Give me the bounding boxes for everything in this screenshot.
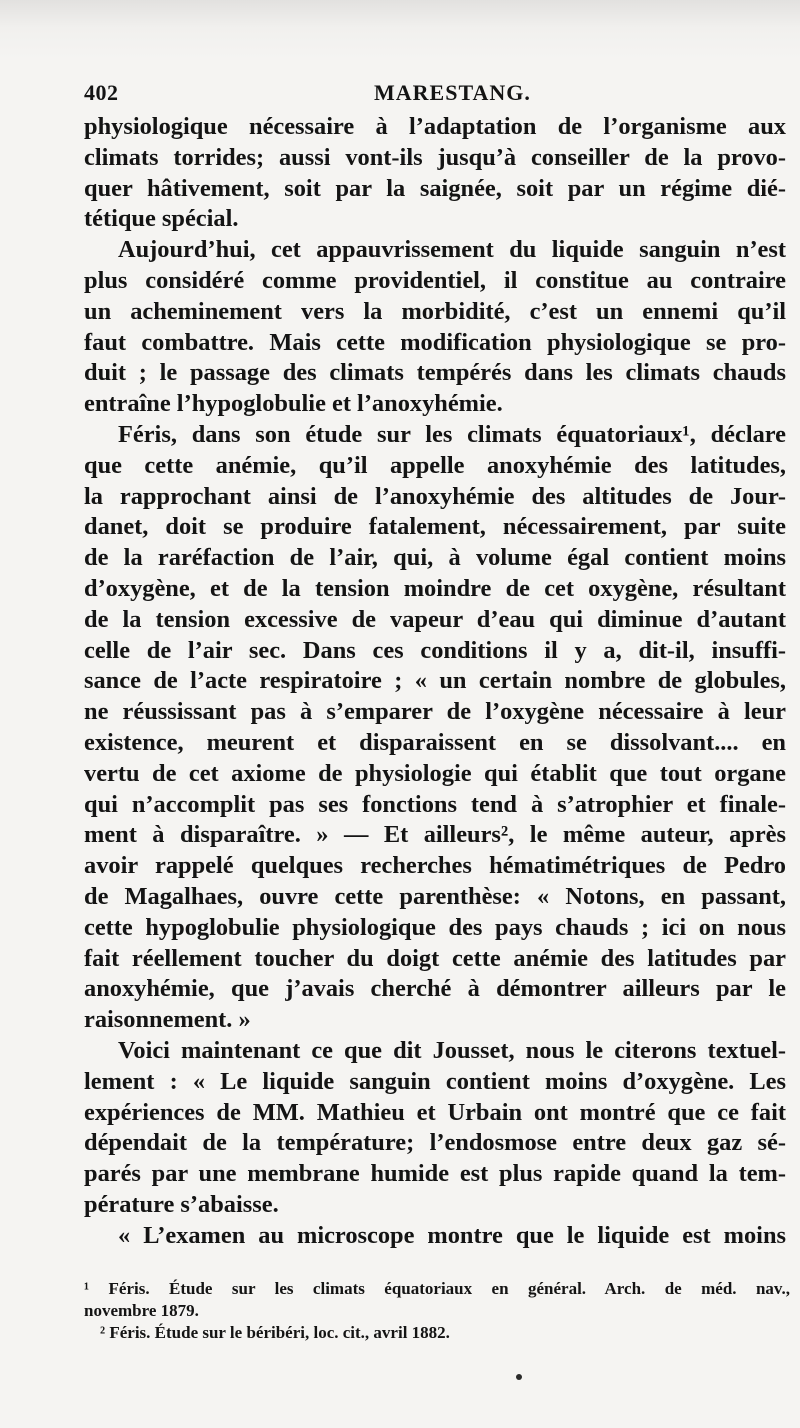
text-line: faut combattre. Mais cette modification physiologique se pro-: [84, 328, 786, 356]
text-line: Féris, dans son étude sur les climats équatoriaux¹, déclare: [118, 420, 786, 448]
text-line: cette hypoglobulie physiologique des pays chauds ; ici on nous: [84, 913, 786, 941]
text-line: physiologique nécessaire à l’adaptation de l’organisme aux: [84, 113, 786, 140]
text-line: tétique spécial.: [84, 205, 239, 233]
body-text: [84, 112, 786, 1251]
text-line: la rapprochant ainsi de l’anoxyhémie des altitudes de Jour-: [84, 482, 786, 510]
text-line: anoxyhémie, que j’avais cherché à démontrer ailleurs par le: [84, 975, 786, 1003]
text-line: « L’examen au microscope montre que le liquide est moins: [118, 1221, 786, 1249]
text-line: raisonnement. »: [84, 1006, 251, 1034]
footnote-line: ¹ Féris. Étude sur les climats équatoriaux en général. Arch. de méd. nav.,: [84, 1279, 790, 1298]
text-line: de Magalhaes, ouvre cette parenthèse: « Notons, en passant,: [84, 882, 786, 910]
text-line: ne réussissant pas à s’emparer de l’oxygène nécessaire à leur: [84, 698, 786, 726]
text-line: ment à disparaître. » — Et ailleurs², le même auteur, après: [84, 821, 786, 849]
text-line: sance de l’acte respiratoire ; « un certain nombre de globules,: [84, 667, 786, 695]
text-line: fait réellement toucher du doigt cette anémie des latitudes par: [84, 944, 786, 972]
text-line: quer hâtivement, soit par la saignée, soit par un régime dié-: [84, 174, 786, 202]
text-line: dépendait de la température; l’endosmose entre deux gaz sé-: [84, 1129, 786, 1157]
text-line: expériences de MM. Mathieu et Urbain ont montré que ce fait: [84, 1098, 786, 1126]
text-line: vertu de cet axiome de physiologie qui établit que tout organe: [84, 759, 786, 787]
text-line: danet, doit se produire fatalement, nécessairement, par suite: [84, 513, 786, 541]
text-line: celle de l’air sec. Dans ces conditions il y a, dit-il, insuffi-: [84, 636, 786, 664]
page-header: [84, 80, 784, 112]
text-line: plus considéré comme providentiel, il constitue au contraire: [84, 266, 786, 294]
ink-speck: [516, 1374, 522, 1380]
footnote-line: ² Féris. Étude sur le béribéri, loc. cit., avril 1882.: [100, 1323, 450, 1342]
text-line: avoir rappelé quelques recherches hématimétriques de Pedro: [84, 852, 786, 880]
running-head: MARESTANG.: [374, 80, 531, 105]
footnote-line: novembre 1879.: [84, 1301, 199, 1320]
footnotes: [84, 1278, 790, 1344]
text-line: entraîne l’hypoglobulie et l’anoxyhémie.: [84, 390, 503, 418]
text-line: Voici maintenant ce que dit Jousset, nous le citerons textuel-: [118, 1036, 786, 1064]
text-line: de la raréfaction de l’air, qui, à volume égal contient moins: [84, 544, 786, 572]
text-line: un acheminement vers la morbidité, c’est un ennemi qu’il: [84, 297, 786, 325]
text-line: existence, meurent et disparaissent en se dissolvant.... en: [84, 728, 786, 756]
text-line: d’oxygène, et de la tension moindre de cet oxygène, résultant: [84, 574, 786, 602]
text-line: pérature s’abaisse.: [84, 1190, 279, 1218]
text-line: duit ; le passage des climats tempérés dans les climats chauds: [84, 359, 786, 387]
text-line: climats torrides; aussi vont-ils jusqu’à conseiller de la provo-: [84, 143, 786, 171]
text-line: que cette anémie, qu’il appelle anoxyhémie des latitudes,: [84, 451, 786, 479]
text-line: Aujourd’hui, cet appauvrissement du liquide sanguin n’est: [118, 236, 786, 264]
text-line: lement : « Le liquide sanguin contient moins d’oxygène. Les: [84, 1067, 786, 1095]
text-line: qui n’accomplit pas ses fonctions tend à s’atrophier et finale-: [84, 790, 786, 818]
page-number: 402: [84, 80, 119, 105]
text-line: de la tension excessive de vapeur d’eau qui diminue d’autant: [84, 605, 786, 633]
text-line: parés par une membrane humide est plus rapide quand la tem-: [84, 1160, 786, 1188]
